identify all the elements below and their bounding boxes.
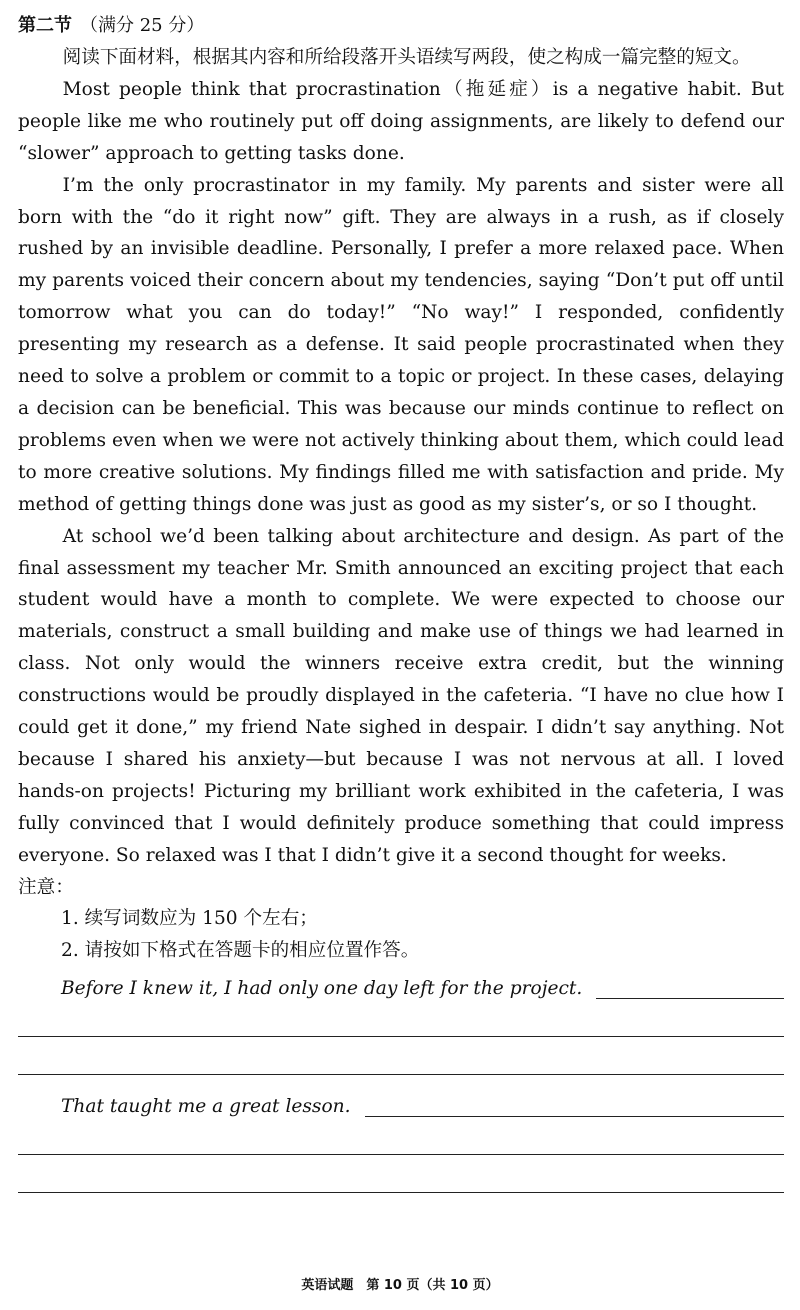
passage-paragraph-1: Most people think that procrastination（拖延症）is a negative habit. But people like me who routinely put off doing assignments, are likely to defend our “slower” approach to getting tasks done. — [18, 78, 784, 164]
exam-page — [18, 10, 784, 1193]
continuation-prompt-1 — [18, 967, 784, 999]
answer-line-inline-1[interactable] — [596, 976, 784, 999]
instruction-text: 阅读下面材料，根据其内容和所给段落开头语续写两段，使之构成一篇完整的短文。 — [62, 47, 751, 68]
note-item-1: 1. 续写词数应为 150 个左右； — [61, 908, 318, 930]
answer-line-inline-2[interactable] — [365, 1094, 784, 1117]
passage-paragraph-2: I’m the only procrastinator in my family. My parents and sister were all born with the “do it right now” gift. They are always in a rush, as if closely rushed by an invisible deadline. Personally, I prefer a more relaxed pace. When my parents voiced their concern about my tendencies, saying “Don’t put off until tomorrow what you can do today!” “No way!” I responded, confidently presenting my research as a defense. It said people procrastinated when they need to solve a problem or commit to a topic or project. In these cases, delaying a decision can be beneficial. This was because our minds continue to reflect on problems even when we were not actively thinking about them, which could lead to more creative solutions. My findings filled me with satisfaction and pride. My method of getting things done was just as good as my sister’s, or so I thought. — [18, 174, 784, 515]
passage-paragraph-3: At school we’d been talking about architecture and design. As part of the final assessment my teacher Mr. Smith announced an exciting project that each student would have a month to complete. We were expected to choose our materials, construct a small building and make use of things we had learned in class. Not only would the winners receive extra credit, but the winning constructions would be proudly displayed in the cafeteria. “I have no clue how I could get it done,” my friend Nate sighed in despair. I didn’t say anything. Not because I shared his anxiety—but because I was not nervous at all. I loved hands-on projects! Picturing my brilliant work exhibited in the cafeteria, I was fully convinced that I would definitely produce something that could impress everyone. So relaxed was I that I didn’t give it a second thought for weeks. — [18, 525, 784, 866]
section-heading — [18, 10, 784, 42]
notes-heading: 注意： — [18, 876, 74, 898]
answer-line[interactable] — [18, 1155, 784, 1193]
page-footer: 英语试题 第 10 页（共 10 页） — [301, 1278, 499, 1293]
answer-line[interactable] — [18, 1037, 784, 1075]
section-title: 第二节 — [18, 15, 72, 36]
prompt-2-text: That taught me a great lesson. — [61, 1096, 351, 1118]
section-score: （满分 25 分） — [80, 15, 205, 36]
answer-line[interactable] — [18, 1117, 784, 1155]
prompt-1-text: Before I knew it, I had only one day left for the project. — [61, 978, 583, 1000]
continuation-prompt-2 — [18, 1085, 784, 1117]
answer-line[interactable] — [18, 999, 784, 1037]
note-item-2: 2. 请按如下格式在答题卡的相应位置作答。 — [61, 940, 420, 962]
